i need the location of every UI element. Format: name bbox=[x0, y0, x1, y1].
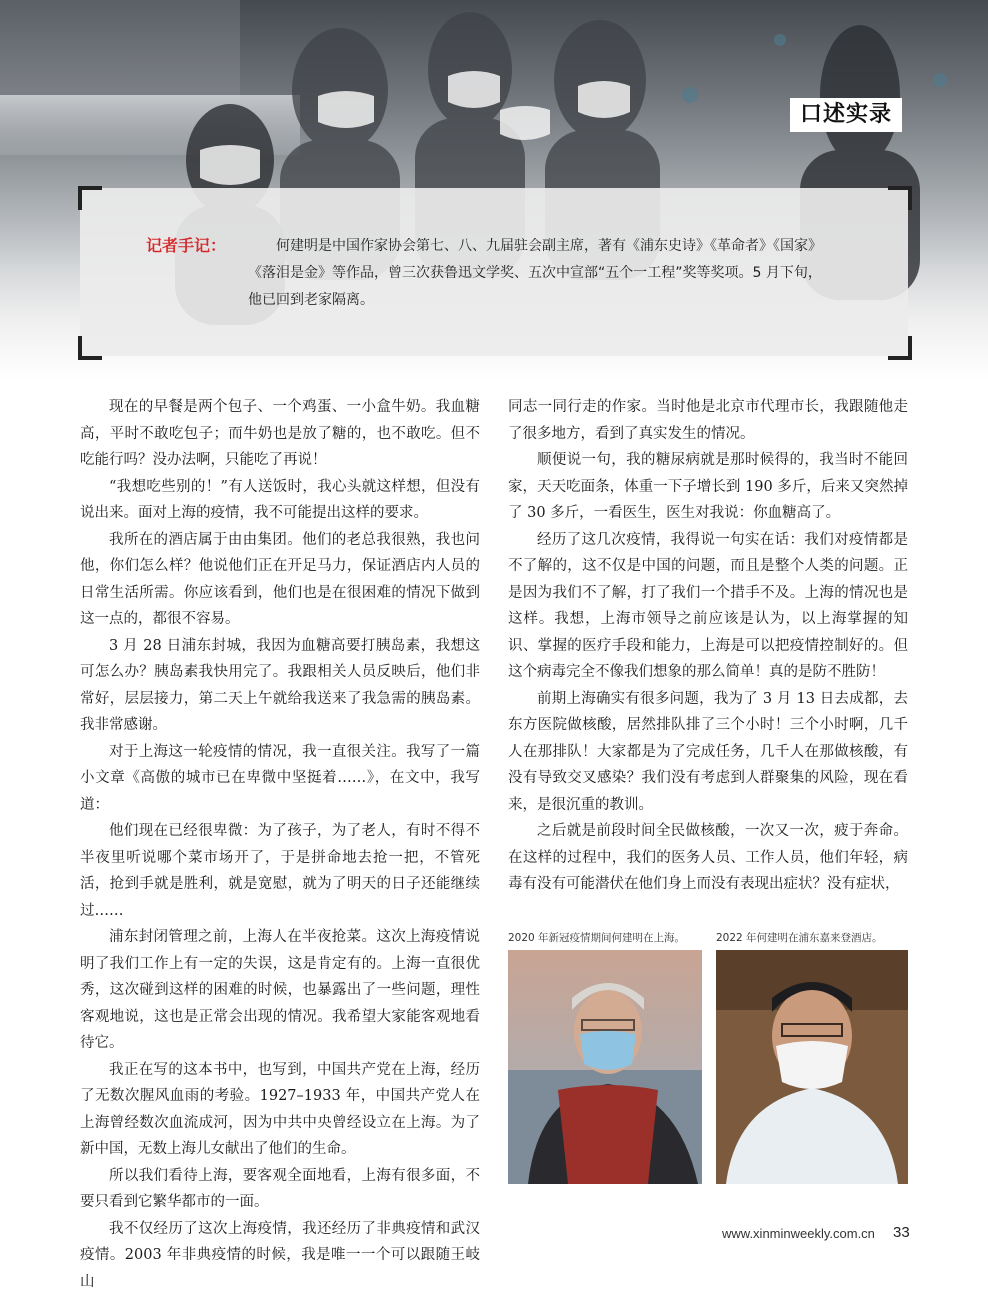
photo-left bbox=[508, 950, 702, 1184]
reporter-note-line: 何建明是中国作家协会第七、八、九届驻会副主席，著有《浦东史诗》《革命者》《国家》 bbox=[276, 235, 822, 255]
reporter-note-line: 《落泪是金》等作品，曾三次获鲁迅文学奖、五次中宣部“五个一工程”奖等奖项。5 月下旬， bbox=[248, 262, 822, 282]
reporter-note-label: 记者手记： bbox=[146, 233, 226, 256]
paragraph: 浦东封闭管理之前，上海人在半夜抢菜。这次上海疫情说明了我们工作上有一定的失误，这是肯定有的。上海一直很优秀，这次碰到这样的困难的时候，也暴露出了一些问题，理性客观地说，这也是正常会出现的情况。我希望大家能客观地看待它。 bbox=[80, 924, 480, 1057]
page-number: 33 bbox=[893, 1224, 910, 1241]
corner-mark-top-left bbox=[78, 186, 102, 210]
paragraph: “我想吃些别的！”有人送饭时，我心头就这样想，但没有说出来。面对上海的疫情，我不可能提出这样的要求。 bbox=[80, 474, 480, 527]
photo-caption-right: 2022 年何建明在浦东嘉来登酒店。 bbox=[716, 930, 883, 945]
reporter-note-line: 他已回到老家隔离。 bbox=[248, 289, 374, 309]
photo-right bbox=[716, 950, 908, 1184]
article-column-left bbox=[80, 394, 480, 1295]
paragraph: 顺便说一句，我的糖尿病就是那时候得的，我当时不能回家，天天吃面条，体重一下子增长到 190 多斤，后来又突然掉了 30 多斤，一看医生，医生对我说：你血糖高了。 bbox=[508, 447, 908, 527]
portrait-ppe-mask-image bbox=[716, 950, 908, 1184]
paragraph: 现在的早餐是两个包子、一个鸡蛋、一小盒牛奶。我血糖高，平时不敢吃包子；而牛奶也是放了糖的，也不敢吃。但不吃能行吗？没办法啊，只能吃了再说！ bbox=[80, 394, 480, 474]
paragraph: 3 月 28 日浦东封城，我因为血糖高要打胰岛素，我想这可怎么办？胰岛素我快用完了。我跟相关人员反映后，他们非常好，层层接力，第二天上午就给我送来了我急需的胰岛素。我非常感谢。 bbox=[80, 633, 480, 739]
paragraph: 我正在写的这本书中，也写到，中国共产党在上海，经历了无数次腥风血雨的考验。1927–1933 年，中国共产党人在上海曾经数次血流成河，因为中共中央曾经设立在上海。为了新中国，无数上海儿女献出了他们的生命。 bbox=[80, 1057, 480, 1163]
paragraph: 我所在的酒店属于由由集团。他们的老总我很熟，我也问他，你们怎么样？他说他们正在开足马力，保证酒店内人员的日常生活所需。你应该看到，他们也是在很困难的情况下做到这一点的，都很不容易。 bbox=[80, 527, 480, 633]
paragraph: 所以我们看待上海，要客观全面地看，上海有很多面，不要只看到它繁华都市的一面。 bbox=[80, 1163, 480, 1216]
paragraph: 我不仅经历了这次上海疫情，我还经历了非典疫情和武汉疫情。2003 年非典疫情的时候，我是唯一一个可以跟随王岐山 bbox=[80, 1216, 480, 1295]
paragraph: 前期上海确实有很多问题，我为了 3 月 13 日去成都，去东方医院做核酸，居然排队排了三个小时！三个小时啊，几千人在那排队！大家都是为了完成任务，几千人在那做核酸，有没有导致交叉感染？我们没有考虑到人群聚集的风险，现在看来，是很沉重的教训。 bbox=[508, 686, 908, 819]
corner-mark-top-right bbox=[888, 186, 912, 210]
corner-mark-bottom-left bbox=[78, 336, 102, 360]
section-tag: 口述实录 bbox=[790, 98, 902, 132]
paragraph: 对于上海这一轮疫情的情况，我一直很关注。我写了一篇小文章《高傲的城市已在卑微中坚挺着……》，在文中，我写道： bbox=[80, 739, 480, 819]
photo-caption-left: 2020 年新冠疫情期间何建明在上海。 bbox=[508, 930, 685, 945]
portrait-mask-scarf-image bbox=[508, 950, 702, 1184]
footer-url: www.xinminweekly.com.cn bbox=[722, 1226, 875, 1241]
paragraph: 之后就是前段时间全民做核酸，一次又一次，疲于奔命。在这样的过程中，我们的医务人员、工作人员，他们年轻，病毒有没有可能潜伏在他们身上而没有表现出症状？没有症状， bbox=[508, 818, 908, 898]
corner-mark-bottom-right bbox=[888, 336, 912, 360]
paragraph: 经历了这几次疫情，我得说一句实在话：我们对疫情都是不了解的，这不仅是中国的问题，而且是整个人类的问题。正是因为我们不了解，打了我们一个措手不及。上海的情况也是这样。我想，上海市领导之前应该是认为，以上海掌握的知识、掌握的医疗手段和能力，上海是可以把疫情控制好的。但这个病毒完全不像我们想象的那么简单！真的是防不胜防！ bbox=[508, 527, 908, 686]
quoted-paragraph: 他们现在已经很卑微：为了孩子，为了老人，有时不得不半夜里听说哪个菜市场开了，于是拼命地去抢一把，不管死活，抢到手就是胜利，就是宽慰，就为了明天的日子还能继续过…… bbox=[80, 818, 480, 924]
article-column-right bbox=[508, 394, 908, 898]
paragraph: 同志一同行走的作家。当时他是北京市代理市长，我跟随他走了很多地方，看到了真实发生的情况。 bbox=[508, 394, 908, 447]
